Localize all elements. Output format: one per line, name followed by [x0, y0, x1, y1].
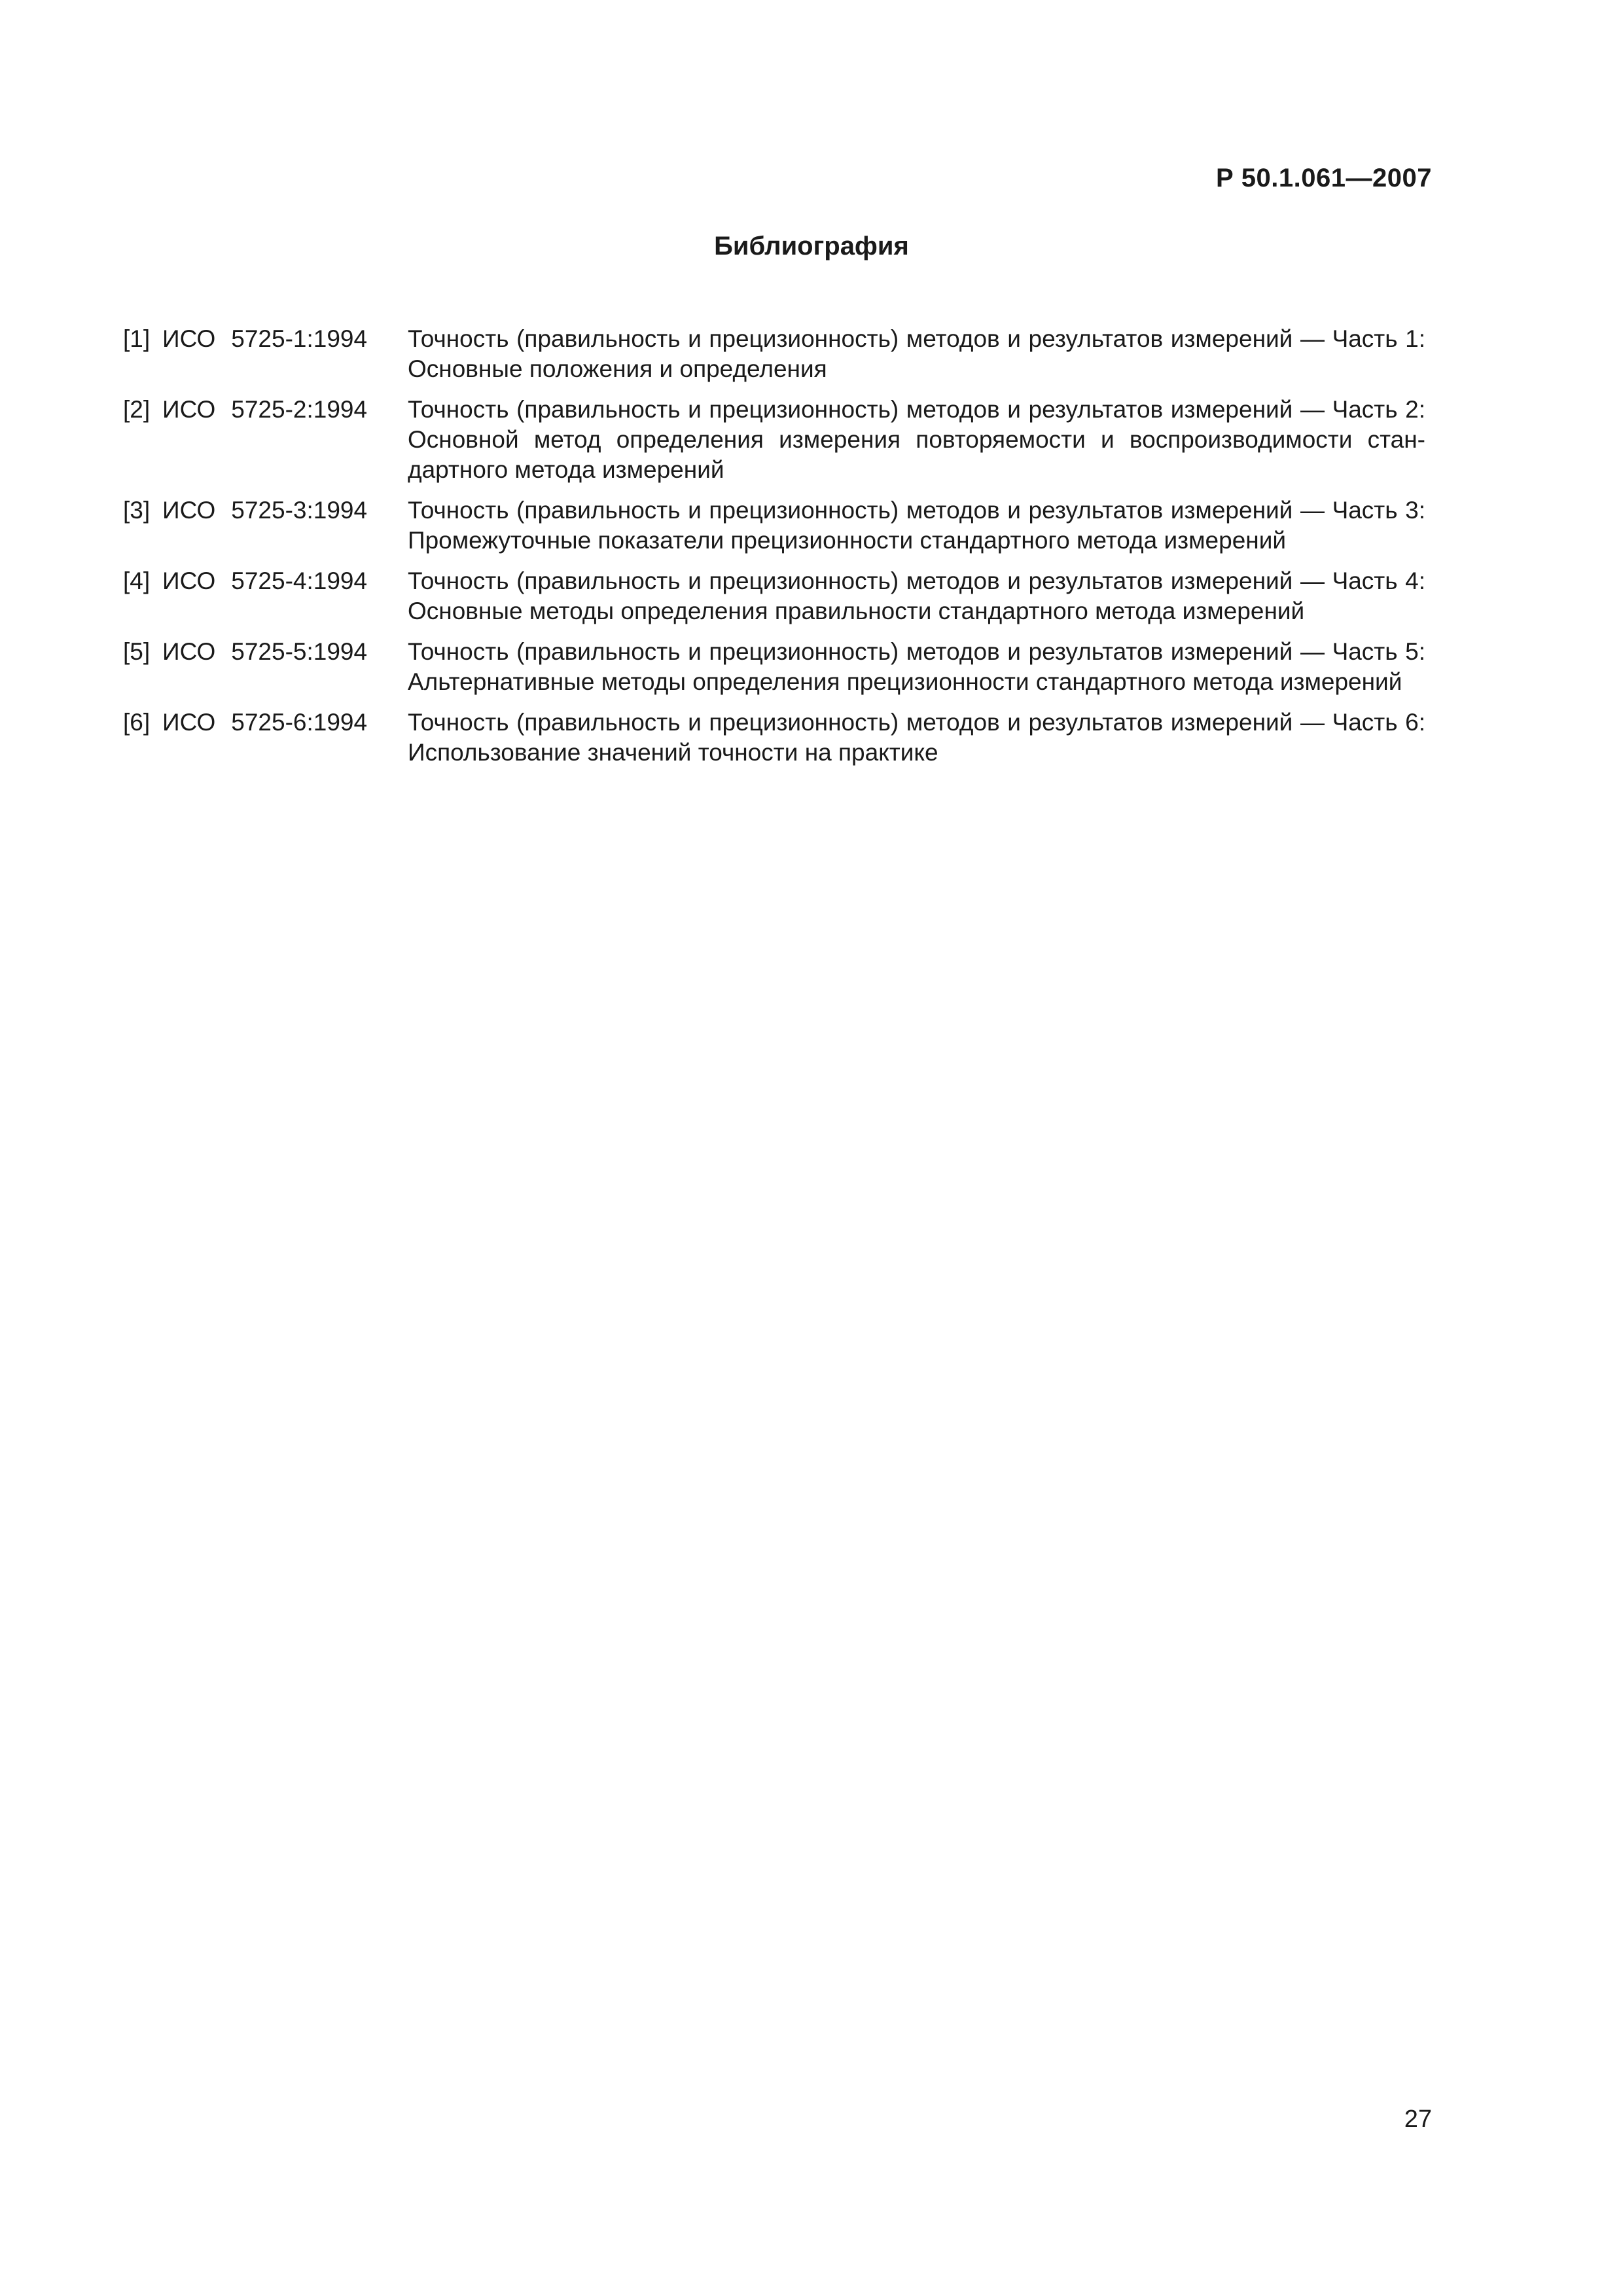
- page-number: 27: [1404, 2106, 1432, 2133]
- bibliography-entry: [123, 324, 1432, 384]
- entry-number: [6]: [123, 709, 151, 736]
- entry-number: [3]: [123, 497, 151, 524]
- bibliography-entry: [123, 395, 1432, 485]
- entry-title: Точность (правильность и прецизионность) методов и результатов измерений — Часть 6: Использование значений точности на практике: [408, 709, 1425, 766]
- bibliography-entry: [123, 708, 1432, 768]
- entry-number: [4]: [123, 567, 151, 594]
- entry-title: Точность (правильность и прецизионность) методов и результатов измерений — Часть 2: Основной метод определения измерения повторяемости и воспроизводимости стан-дартного метода измерений: [408, 396, 1425, 483]
- entry-title: Точность (правильность и прецизионность) методов и результатов измерений — Часть 3: Промежуточные показатели прецизионности стандартного метода измерений: [408, 497, 1425, 554]
- entry-standard-id: 5725-6:1994: [231, 709, 368, 736]
- entry-standard: [162, 637, 408, 667]
- bibliography-list: [123, 324, 1432, 778]
- document-code: Р 50.1.061—2007: [1216, 164, 1432, 192]
- entry-standard: [162, 566, 408, 596]
- bibliography-entry: [123, 495, 1432, 556]
- entry-org: ИСО: [162, 325, 216, 352]
- entry-org: ИСО: [162, 638, 216, 665]
- entry-standard-id: 5725-2:1994: [231, 396, 368, 423]
- entry-standard: [162, 324, 408, 354]
- entry-org: ИСО: [162, 396, 216, 423]
- bibliography-entry: [123, 637, 1432, 697]
- entry-org: ИСО: [162, 497, 216, 524]
- entry-org: ИСО: [162, 709, 216, 736]
- entry-number: [1]: [123, 325, 151, 352]
- entry-org: ИСО: [162, 567, 216, 594]
- entry-standard-id: 5725-4:1994: [231, 567, 368, 594]
- page-title: Библиография: [714, 232, 909, 260]
- entry-title: Точность (правильность и прецизионность) методов и результатов измерений — Часть 5: Альтернативные методы определения прецизионности стандартного метода измерений: [408, 638, 1425, 695]
- entry-standard: [162, 708, 408, 738]
- entry-number: [5]: [123, 638, 151, 665]
- entry-standard-id: 5725-5:1994: [231, 638, 368, 665]
- entry-standard-id: 5725-1:1994: [231, 325, 368, 352]
- entry-title: Точность (правильность и прецизионность) методов и результатов измерений — Часть 1: Основные положения и определения: [408, 325, 1425, 382]
- entry-standard: [162, 495, 408, 526]
- entry-number: [2]: [123, 396, 151, 423]
- entry-standard: [162, 395, 408, 425]
- entry-standard-id: 5725-3:1994: [231, 497, 368, 524]
- bibliography-entry: [123, 566, 1432, 626]
- entry-title: Точность (правильность и прецизионность) методов и результатов измерений — Часть 4: Основные методы определения правильности стандартного метода измерений: [408, 567, 1425, 624]
